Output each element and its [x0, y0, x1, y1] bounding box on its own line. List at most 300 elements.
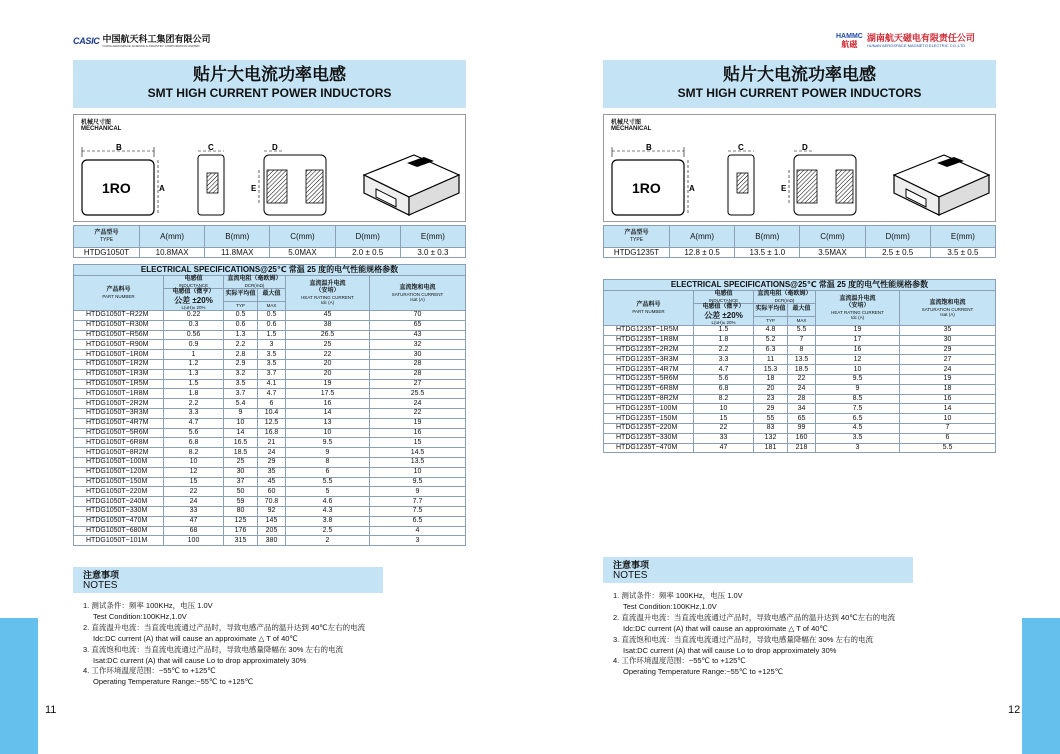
spec-cell: 17: [816, 335, 900, 345]
spec-cell: 14.5: [370, 448, 466, 458]
part-number-cell: HTDG1050T−4R7M: [74, 418, 164, 428]
spec-cell: 6: [258, 399, 286, 409]
label-e: E: [781, 184, 787, 193]
note-line: 3. 直流饱和电流：当直流电流通过产品时，导致电感量降幅在 30% 左右的电流: [613, 634, 874, 644]
spec-cell: 55: [754, 414, 788, 424]
spec-cell: 1.5: [258, 330, 286, 340]
page-title-cn: 贴片大电流功率电感: [723, 65, 876, 84]
spec-cell: 16: [370, 428, 466, 438]
spec-cell: 35: [258, 467, 286, 477]
spec-cell: 10: [900, 414, 996, 424]
part-number-cell: HTDG1235T−2R2M: [604, 345, 694, 355]
spec-cell: 27: [900, 355, 996, 365]
notes-list: [83, 601, 365, 688]
table-row: [74, 418, 466, 428]
spec-cell: 7.7: [370, 497, 466, 507]
page-title-en: SMT HIGH CURRENT POWER INDUCTORS: [147, 86, 392, 100]
spec-cell: 3: [258, 340, 286, 350]
spec-cell: 18.5: [788, 365, 816, 375]
table-row: [74, 536, 466, 546]
spec-cell: 1.3: [164, 369, 224, 379]
spec-cell: 65: [370, 320, 466, 330]
spec-cell: 9: [370, 487, 466, 497]
dimension-table: [73, 225, 466, 258]
spec-cell: 100: [164, 536, 224, 546]
part-number-cell: HTDG1235T−1R5M: [604, 326, 694, 336]
dim-col-c: C(mm): [800, 226, 865, 248]
spec-cell: 32: [370, 340, 466, 350]
spec-cell: 5.6: [164, 428, 224, 438]
note-line: 2. 直流温升电流：当直流电流通过产品时，导致电感产品的温升达到 40℃左右的电流: [613, 612, 896, 622]
mechanical-title: 机械尺寸图 MECHANICAL: [81, 120, 122, 132]
hammc-logo-en: HAMMC: [836, 33, 863, 40]
title-banner: [73, 60, 466, 108]
label-c: C: [738, 143, 744, 152]
table-row: [604, 414, 996, 424]
note-line: Idc:DC current (A) that will cause an approximate △ T of 40℃: [623, 623, 828, 633]
spec-cell: 10.4: [258, 408, 286, 418]
spec-cell: 33: [694, 433, 754, 443]
spec-cell: 13.5: [370, 457, 466, 467]
spec-cell: 68: [164, 526, 224, 536]
spec-cell: 1.3: [224, 330, 258, 340]
spec-cell: 3.7: [258, 369, 286, 379]
notes-title-en: NOTES: [83, 580, 118, 591]
company-name-cn: 湖南航天磁电有限责任公司: [866, 33, 975, 43]
spec-cell: 10: [694, 404, 754, 414]
electrical-spec-title: ELECTRICAL SPECIFICATIONS@25℃ 常温 25 度的电气性能规格参数: [74, 265, 466, 276]
spec-cell: 28: [788, 394, 816, 404]
note-line: 1. 测试条件：频率 100KHz，电压 1.0V: [83, 601, 213, 610]
spec-cell: 10: [164, 457, 224, 467]
hammc-logo-mark: [836, 33, 863, 49]
dcr-typ-en: TYP: [224, 301, 258, 310]
electrical-spec-title: ELECTRICAL SPECIFICATIONS@25℃ 常温 25 度的电气性能规格参数: [604, 280, 996, 291]
spec-cell: 10: [816, 365, 900, 375]
electrical-spec-table: [73, 264, 466, 546]
spec-cell: 4.3: [286, 506, 370, 516]
table-row: [74, 497, 466, 507]
spec-cell: 4.7: [694, 365, 754, 375]
label-b: B: [646, 143, 652, 152]
spec-cell: 99: [788, 423, 816, 433]
part-number-cell: HTDG1235T−100M: [604, 404, 694, 414]
table-row: [604, 423, 996, 433]
mechanical-diagram: [604, 115, 997, 223]
spec-cell: 176: [224, 526, 258, 536]
idc-header: 直流温升电流 （安培） HEAT RATING CURRENT Idc (A): [816, 291, 900, 326]
spec-cell: 0.6: [224, 320, 258, 330]
spec-cell: 0.5: [224, 311, 258, 321]
table-row: [604, 394, 996, 404]
part-number-cell: HTDG1050T−3R3M: [74, 408, 164, 418]
dcr-header: 直流电阻（毫欧姆） DCR(mΩ): [224, 276, 286, 289]
spec-cell: 12: [164, 467, 224, 477]
part-number-cell: HTDG1050T−8R2M: [74, 448, 164, 458]
dcr-max-header: 最大值: [788, 304, 816, 317]
bottom-terminal-left: [797, 170, 817, 203]
spec-cell: 3: [816, 443, 900, 453]
spec-cell: 4.6: [286, 497, 370, 507]
spec-cell: 3.3: [164, 408, 224, 418]
spec-cell: 9: [224, 408, 258, 418]
dcr-header: 直流电阻（毫欧姆） DCR(mΩ): [754, 291, 816, 304]
table-row: [74, 389, 466, 399]
spec-cell: 9.5: [286, 438, 370, 448]
spec-cell: 80: [224, 506, 258, 516]
spec-cell: 29: [258, 457, 286, 467]
spec-cell: 28: [370, 359, 466, 369]
side-view-terminal: [207, 173, 218, 193]
part-number-cell: HTDG1050T−470M: [74, 516, 164, 526]
spec-cell: 45: [286, 311, 370, 321]
part-number-cell: HTDG1050T−220M: [74, 487, 164, 497]
dcr-typ-header: 实际平均值: [754, 304, 788, 317]
spec-cell: 160: [788, 433, 816, 443]
spec-cell: 1.5: [164, 379, 224, 389]
part-number-cell: HTDG1235T−3R3M: [604, 355, 694, 365]
isat-header: 直流饱和电流 SATURATION CURRENT Isat (A): [900, 291, 996, 326]
spec-cell: 24: [258, 448, 286, 458]
spec-cell: 15: [370, 438, 466, 448]
dcr-typ-en: TYP: [754, 316, 788, 325]
spec-cell: 2.5: [286, 526, 370, 536]
label-a: A: [689, 184, 695, 193]
spec-cell: 218: [788, 443, 816, 453]
spec-cell: 8.2: [164, 448, 224, 458]
table-row: [74, 448, 466, 458]
dimension-row: HTDG1050T 10.8MAX 11.8MAX 5.0MAX 2.0 ± 0.5 3.0 ± 0.3: [74, 248, 466, 258]
table-row: [74, 399, 466, 409]
type-header: 产品型号 TYPE: [604, 226, 670, 248]
spec-cell: 2.2: [224, 340, 258, 350]
spec-cell: 0.5: [258, 311, 286, 321]
note-line: Operating Temperature Range:−55℃ to +125℃: [623, 667, 784, 677]
inductance-header: 电感值 INDUCTANCE: [164, 276, 224, 289]
spec-cell: 1: [164, 350, 224, 360]
spec-cell: 24: [788, 384, 816, 394]
spec-cell: 6.5: [816, 414, 900, 424]
spec-cell: 0.6: [258, 320, 286, 330]
table-row: [74, 467, 466, 477]
spec-cell: 16.5: [224, 438, 258, 448]
table-row: [604, 433, 996, 443]
label-b: B: [116, 143, 122, 152]
page-title-cn: 贴片大电流功率电感: [193, 65, 346, 84]
spec-cell: 22: [164, 487, 224, 497]
spec-cell: 6.8: [164, 438, 224, 448]
spec-cell: 1.8: [694, 335, 754, 345]
part-number-cell: HTDG1235T−5R6M: [604, 374, 694, 384]
part-number-cell: HTDG1050T−1R0M: [74, 350, 164, 360]
spec-cell: 30: [900, 335, 996, 345]
spec-cell: 23: [754, 394, 788, 404]
spec-cell: 19: [370, 418, 466, 428]
table-row: [74, 457, 466, 467]
spec-cell: 2.2: [164, 399, 224, 409]
right-page: [530, 0, 1060, 754]
spec-cell: 4.7: [164, 418, 224, 428]
notes-list: [613, 591, 895, 678]
spec-cell: 5.5: [900, 443, 996, 453]
spec-cell: 9: [286, 448, 370, 458]
spec-cell: 9: [816, 384, 900, 394]
spec-cell: 6: [286, 467, 370, 477]
part-number-cell: HTDG1050T−R90M: [74, 340, 164, 350]
electrical-spec-table: [603, 279, 996, 453]
spec-cell: 125: [224, 516, 258, 526]
spec-cell: 22: [370, 408, 466, 418]
notes-banner: [73, 567, 383, 593]
spec-cell: 25: [286, 340, 370, 350]
spec-cell: 8: [286, 457, 370, 467]
table-row: [604, 404, 996, 414]
side-view-terminal: [737, 173, 748, 193]
part-number-cell: HTDG1235T−1R8M: [604, 335, 694, 345]
label-a: A: [159, 184, 165, 193]
spec-cell: 7: [788, 335, 816, 345]
spec-cell: 17.5: [286, 389, 370, 399]
spec-cell: 50: [224, 487, 258, 497]
spec-cell: 10: [370, 467, 466, 477]
spec-cell: 10: [286, 428, 370, 438]
spec-cell: 5.2: [754, 335, 788, 345]
spec-cell: 4.8: [754, 326, 788, 336]
dim-col-d: D(mm): [335, 226, 400, 248]
dim-col-e: E(mm): [400, 226, 465, 248]
spec-cell: 19: [816, 326, 900, 336]
part-number-cell: HTDG1050T−1R5M: [74, 379, 164, 389]
dcr-max-en: MAX: [788, 316, 816, 325]
bottom-terminal-right: [306, 170, 323, 203]
table-row: [74, 359, 466, 369]
part-number-cell: HTDG1050T−R30M: [74, 320, 164, 330]
spec-cell: 60: [258, 487, 286, 497]
notes-title-cn: 注意事项: [613, 560, 650, 570]
mechanical-diagram: [74, 115, 467, 223]
spec-cell: 7.5: [816, 404, 900, 414]
spec-cell: 20: [286, 359, 370, 369]
note-line: Test Condition:100KHz,1.0V: [623, 601, 717, 611]
spec-cell: 3.3: [694, 355, 754, 365]
spec-cell: 5: [286, 487, 370, 497]
dim-col-c: C(mm): [270, 226, 335, 248]
title-banner: [603, 60, 996, 108]
table-row: [604, 335, 996, 345]
spec-cell: 5.5: [788, 326, 816, 336]
part-number-header: 产品料号 PART NUMBER: [74, 276, 164, 311]
spec-cell: 24: [900, 365, 996, 375]
spec-cell: 4.5: [816, 423, 900, 433]
inductance-value-header: 电感值（微亨） 公差 ±20% L(uH)± 20%: [694, 304, 754, 326]
table-row: [604, 374, 996, 384]
spec-cell: 132: [754, 433, 788, 443]
electrical-spec-body: [604, 326, 996, 453]
spec-cell: 14: [900, 404, 996, 414]
spec-cell: 3.5: [258, 350, 286, 360]
part-number-cell: HTDG1050T−R22M: [74, 311, 164, 321]
spec-cell: 18: [900, 384, 996, 394]
spec-cell: 15: [694, 414, 754, 424]
table-row: [74, 350, 466, 360]
spec-cell: 3: [370, 536, 466, 546]
spec-cell: 181: [754, 443, 788, 453]
page-number: 12: [1008, 704, 1021, 716]
table-row: [74, 408, 466, 418]
part-marking: 1RO: [102, 180, 131, 196]
note-line: 2. 直流温升电流：当直流电流通过产品时，导致电感产品的温升达到 40℃左右的电流: [83, 622, 366, 632]
type-header: 产品型号 TYPE: [74, 226, 140, 248]
table-row: [74, 438, 466, 448]
spec-cell: 205: [258, 526, 286, 536]
spec-cell: 6: [900, 433, 996, 443]
note-line: 4. 工作环境温度范围：−55℃ to +125℃: [613, 656, 746, 666]
part-number-cell: HTDG1050T−1R8M: [74, 389, 164, 399]
spec-cell: 20: [286, 369, 370, 379]
table-row: [74, 379, 466, 389]
table-row: [604, 326, 996, 336]
spec-cell: 25.5: [370, 389, 466, 399]
spec-cell: 3.5: [258, 359, 286, 369]
spec-cell: 12.5: [258, 418, 286, 428]
part-number-cell: HTDG1050T−120M: [74, 467, 164, 477]
spec-cell: 11: [754, 355, 788, 365]
spec-cell: 22: [788, 374, 816, 384]
spec-cell: 12: [816, 355, 900, 365]
spec-cell: 8.2: [694, 394, 754, 404]
spec-cell: 15.3: [754, 365, 788, 375]
spec-cell: 2.8: [224, 350, 258, 360]
spec-cell: 1.2: [164, 359, 224, 369]
spec-cell: 92: [258, 506, 286, 516]
spec-cell: 6.5: [370, 516, 466, 526]
spec-cell: 16: [816, 345, 900, 355]
dim-col-d: D(mm): [865, 226, 930, 248]
part-number-cell: HTDG1235T−220M: [604, 423, 694, 433]
part-number-header: 产品料号 PART NUMBER: [604, 291, 694, 326]
spec-cell: 14: [286, 408, 370, 418]
idc-header: 直流温升电流 （安培） HEAT RATING CURRENT Idc (A): [286, 276, 370, 311]
spec-cell: 30: [370, 350, 466, 360]
part-number-cell: HTDG1050T−6R8M: [74, 438, 164, 448]
spec-cell: 4: [370, 526, 466, 536]
spec-cell: 30: [224, 467, 258, 477]
part-number-cell: HTDG1050T−2R2M: [74, 399, 164, 409]
dimension-row: HTDG1235T 12.8 ± 0.5 13.5 ± 1.0 3.5MAX 2.5 ± 0.5 3.5 ± 0.5: [604, 248, 996, 258]
spec-cell: 2.9: [224, 359, 258, 369]
spec-cell: 2.2: [694, 345, 754, 355]
table-row: [604, 365, 996, 375]
spec-cell: 9.5: [816, 374, 900, 384]
spec-cell: 16: [286, 399, 370, 409]
part-number-cell: HTDG1235T−470M: [604, 443, 694, 453]
part-number-cell: HTDG1050T−240M: [74, 497, 164, 507]
note-line: 4. 工作环境温度范围：−55℃ to +125℃: [83, 666, 216, 676]
part-number-cell: HTDG1050T−150M: [74, 477, 164, 487]
spec-cell: 28: [370, 369, 466, 379]
spec-cell: 3.8: [286, 516, 370, 526]
spec-cell: 9.5: [370, 477, 466, 487]
part-number-cell: HTDG1235T−6R8M: [604, 384, 694, 394]
spec-cell: 29: [754, 404, 788, 414]
dim-col-e: E(mm): [930, 226, 995, 248]
dim-col-a: A(mm): [670, 226, 735, 248]
part-number-cell: HTDG1235T−330M: [604, 433, 694, 443]
table-row: [74, 340, 466, 350]
notes-banner: [603, 557, 913, 583]
table-row: [74, 516, 466, 526]
spec-cell: 6.8: [694, 384, 754, 394]
hammc-logo-cn: 航磁: [841, 40, 858, 49]
hammc-logo: [836, 33, 975, 49]
table-row: [604, 345, 996, 355]
spec-cell: 7.5: [370, 506, 466, 516]
mechanical-drawing: [73, 114, 466, 222]
part-number-cell: HTDG1050T−330M: [74, 506, 164, 516]
company-name-en: CHINA AEROSPACE SCIENCE & INDUSTRY CORPORATION LIMITED: [102, 44, 200, 48]
part-number-cell: HTDG1050T−1R2M: [74, 359, 164, 369]
dimension-table: [603, 225, 996, 258]
spec-cell: 45: [258, 477, 286, 487]
spec-cell: 10: [224, 418, 258, 428]
spec-cell: 8: [788, 345, 816, 355]
note-line: Isat:DC current (A) that will cause Lo to drop approximately 30%: [93, 655, 307, 665]
spec-cell: 34: [788, 404, 816, 414]
spec-cell: 145: [258, 516, 286, 526]
spec-cell: 21: [258, 438, 286, 448]
bottom-terminal-right: [836, 170, 853, 203]
spec-cell: 18: [754, 374, 788, 384]
part-number-cell: HTDG1235T−8R2M: [604, 394, 694, 404]
label-e: E: [251, 184, 257, 193]
label-d: D: [272, 143, 278, 152]
note-line: Operating Temperature Range:−55℃ to +125℃: [93, 677, 254, 687]
spec-cell: 26.5: [286, 330, 370, 340]
bottom-terminal-left: [267, 170, 287, 203]
part-number-cell: HTDG1050T−101M: [74, 536, 164, 546]
spec-cell: 19: [286, 379, 370, 389]
mechanical-drawing: [603, 114, 996, 222]
spec-cell: 43: [370, 330, 466, 340]
table-row: [74, 330, 466, 340]
spec-cell: 13.5: [788, 355, 816, 365]
spec-cell: 83: [754, 423, 788, 433]
spec-cell: 59: [224, 497, 258, 507]
note-line: Idc:DC current (A) that will cause an approximate △ T of 40℃: [93, 633, 298, 643]
inductance-value-header: 电感值（微亨） 公差 ±20% L(uH)± 20%: [164, 289, 224, 311]
spec-cell: 15: [164, 477, 224, 487]
spec-cell: 0.22: [164, 311, 224, 321]
dim-col-a: A(mm): [140, 226, 205, 248]
spec-cell: 5.6: [694, 374, 754, 384]
part-number-cell: HTDG1050T−R56M: [74, 330, 164, 340]
spec-cell: 29: [900, 345, 996, 355]
spec-cell: 3.2: [224, 369, 258, 379]
table-row: [74, 311, 466, 321]
notes-title-en: NOTES: [613, 570, 648, 581]
table-row: [74, 369, 466, 379]
table-row: [74, 320, 466, 330]
spec-cell: 0.3: [164, 320, 224, 330]
spec-cell: 24: [370, 399, 466, 409]
table-row: [604, 384, 996, 394]
spec-cell: 22: [694, 423, 754, 433]
part-number-cell: HTDG1050T−5R6M: [74, 428, 164, 438]
table-row: [74, 506, 466, 516]
spec-cell: 47: [694, 443, 754, 453]
spec-cell: 8.5: [816, 394, 900, 404]
spec-cell: 3.5: [224, 379, 258, 389]
